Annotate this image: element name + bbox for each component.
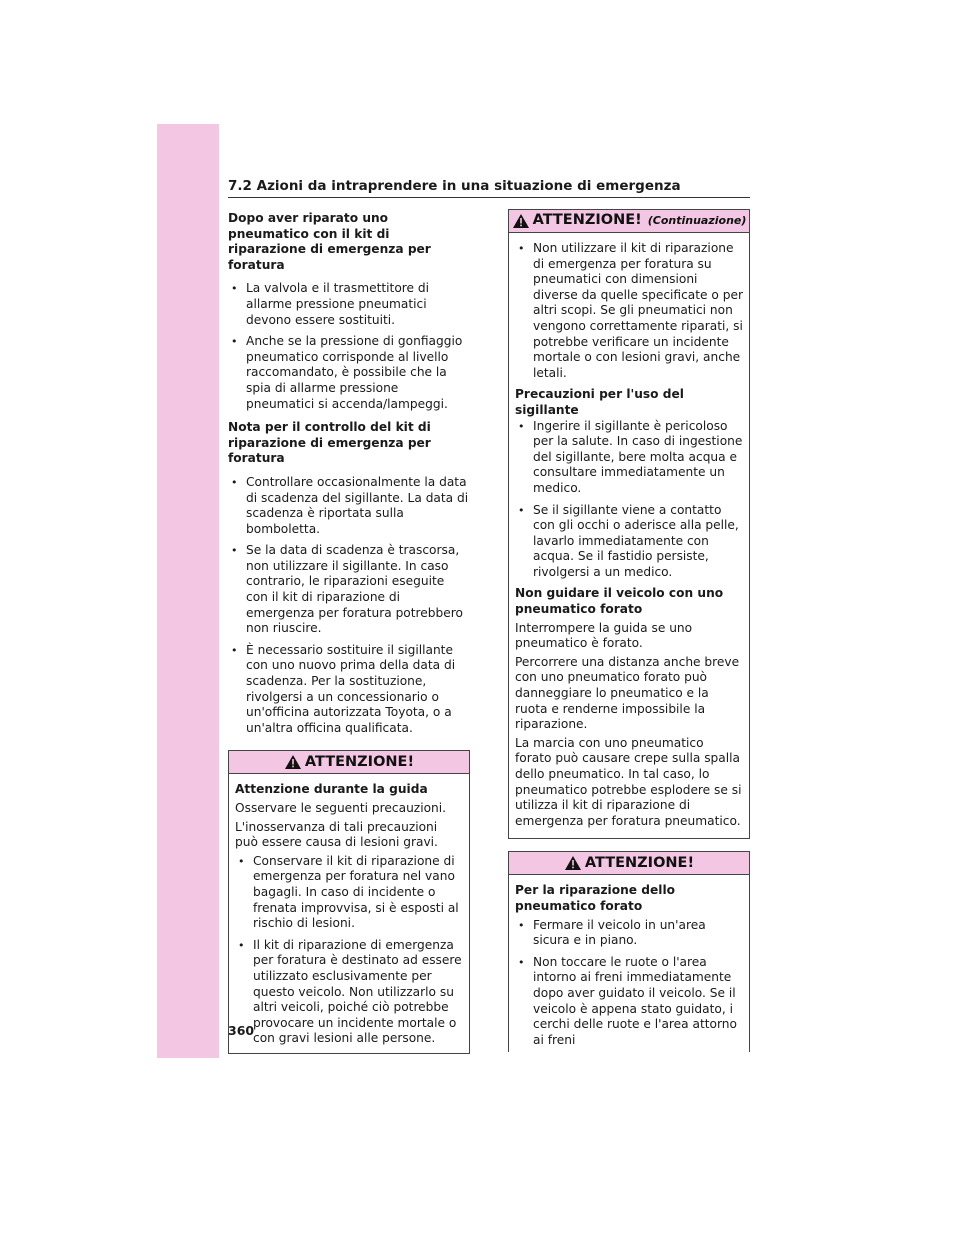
warning-paragraph: Interrompere la guida se uno pneumatico è forato.: [515, 620, 693, 651]
heading-kit-check: Nota per il controllo del kit di riparazione di emergenza per foratura: [228, 420, 431, 466]
list-item: • Se la data di scadenza è trascorsa, non utilizzare il sigillante. In caso contrario, le riparazioni eseguite con il kit di riparazione di emergenza per foratura potrebbero non riuscire.: [228, 543, 470, 637]
heading-sealant: Precauzioni per l'uso del sigillante: [515, 387, 684, 417]
warning-triangle-icon: [564, 855, 582, 871]
warning-header: [509, 852, 749, 875]
warning-paragraph: La marcia con uno pneumatico forato può causare crepe sulla spalla dello pneumatico. In tal caso, lo pneumatico potrebbe esplodere se si utilizza il kit di riparazione di emergenza per foratura pneumatico.: [515, 735, 742, 828]
side-tab-bar: [157, 124, 219, 1058]
list-item: • Non toccare le ruote o l'area intorno ai freni immediatamente dopo aver guidato il veicolo. Se il veicolo è appena stato guidato, i cerchi delle ruote e l'area attorno ai freni: [515, 955, 743, 1049]
warning-title: ATTENZIONE!: [304, 753, 415, 770]
warning-triangle-icon: [512, 213, 530, 229]
warning-paragraph: L'inosservanza di tali precauzioni può essere causa di lesioni gravi.: [235, 819, 438, 850]
page-number: 360: [228, 1023, 255, 1038]
continuation-label: (Continuazione): [647, 214, 747, 228]
right-column: [508, 209, 750, 1052]
heading-after-repair: Dopo aver riparato uno pneumatico con il kit di riparazione di emergenza per foratura: [228, 211, 431, 272]
list-item: • Ingerire il sigillante è pericoloso per la salute. In caso di ingestione del sigillante, bere molta acqua e consultare immediatamente un medico.: [515, 419, 743, 497]
warning-title: ATTENZIONE!: [584, 854, 695, 871]
warning-box-driving: [228, 750, 470, 1054]
list-item: • Non utilizzare il kit di riparazione di emergenza per foratura su pneumatici con dimensioni diverse da quelle specificate o per altri scopi. Se gli pneumatici non vengono correttamente riparati, si potrebbe verificare un incidente mortale o con lesioni gravi, anche letali.: [515, 241, 743, 381]
warning-box-continued: [508, 209, 750, 839]
list-item: • La valvola e il trasmettitore di allarme pressione pneumatici devono essere sostituiti.: [228, 281, 470, 328]
section-header: 7.2 Azioni da intraprendere in una situazione di emergenza: [228, 178, 750, 198]
warning-triangle-icon: [284, 754, 302, 770]
warning-heading: Per la riparazione dello pneumatico forato: [515, 883, 676, 913]
warning-paragraph: Osservare le seguenti precauzioni.: [235, 801, 447, 815]
warning-heading: Attenzione durante la guida: [235, 782, 428, 797]
warning-box-repair: [508, 851, 750, 1052]
list-item: • Fermare il veicolo in un'area sicura e in piano.: [515, 918, 743, 949]
warning-paragraph: Percorrere una distanza anche breve con uno pneumatico forato può danneggiare lo pneumatico e la ruota e renderne impossibile la riparazione.: [515, 654, 740, 732]
warning-title: ATTENZIONE!: [532, 212, 642, 229]
list-item: • Conservare il kit di riparazione di emergenza per foratura nel vano bagagli. In caso di incidente o frenata improvvisa, si è esposti al rischio di lesioni.: [235, 854, 463, 932]
list-item: • Il kit di riparazione di emergenza per foratura è destinato ad essere utilizzato esclusivamente per questo veicolo. Non utilizzarlo su altri veicoli, poiché ciò potrebbe provocare un incidente mortale o con gravi lesioni alle persone.: [235, 938, 463, 1047]
list-item: • Controllare occasionalmente la data di scadenza del sigillante. La data di scadenza è riportata sulla bomboletta.: [228, 475, 470, 537]
heading-no-driving: Non guidare il veicolo con uno pneumatico forato: [515, 586, 724, 617]
warning-body: [229, 774, 469, 1053]
left-column: [228, 211, 470, 1054]
warning-body: [509, 875, 749, 1052]
warning-body: [509, 233, 749, 838]
list-item: • Anche se la pressione di gonfiaggio pneumatico corrisponde al livello raccomandato, è possibile che la spia di allarme pressione pneumatici si accenda/lampeggi.: [228, 334, 470, 412]
list-item: • È necessario sostituire il sigillante con uno nuovo prima della data di scadenza. Per la sostituzione, rivolgersi a un concessionario o un'officina autorizzata Toyota, o a un'altra officina qualificata.: [228, 643, 470, 737]
list-item: • Se il sigillante viene a contatto con gli occhi o aderisce alla pelle, lavarlo immediatamente con acqua. Se il fastidio persiste, rivolgersi a un medico.: [515, 503, 743, 581]
warning-header: [229, 751, 469, 774]
warning-header: [509, 210, 749, 233]
